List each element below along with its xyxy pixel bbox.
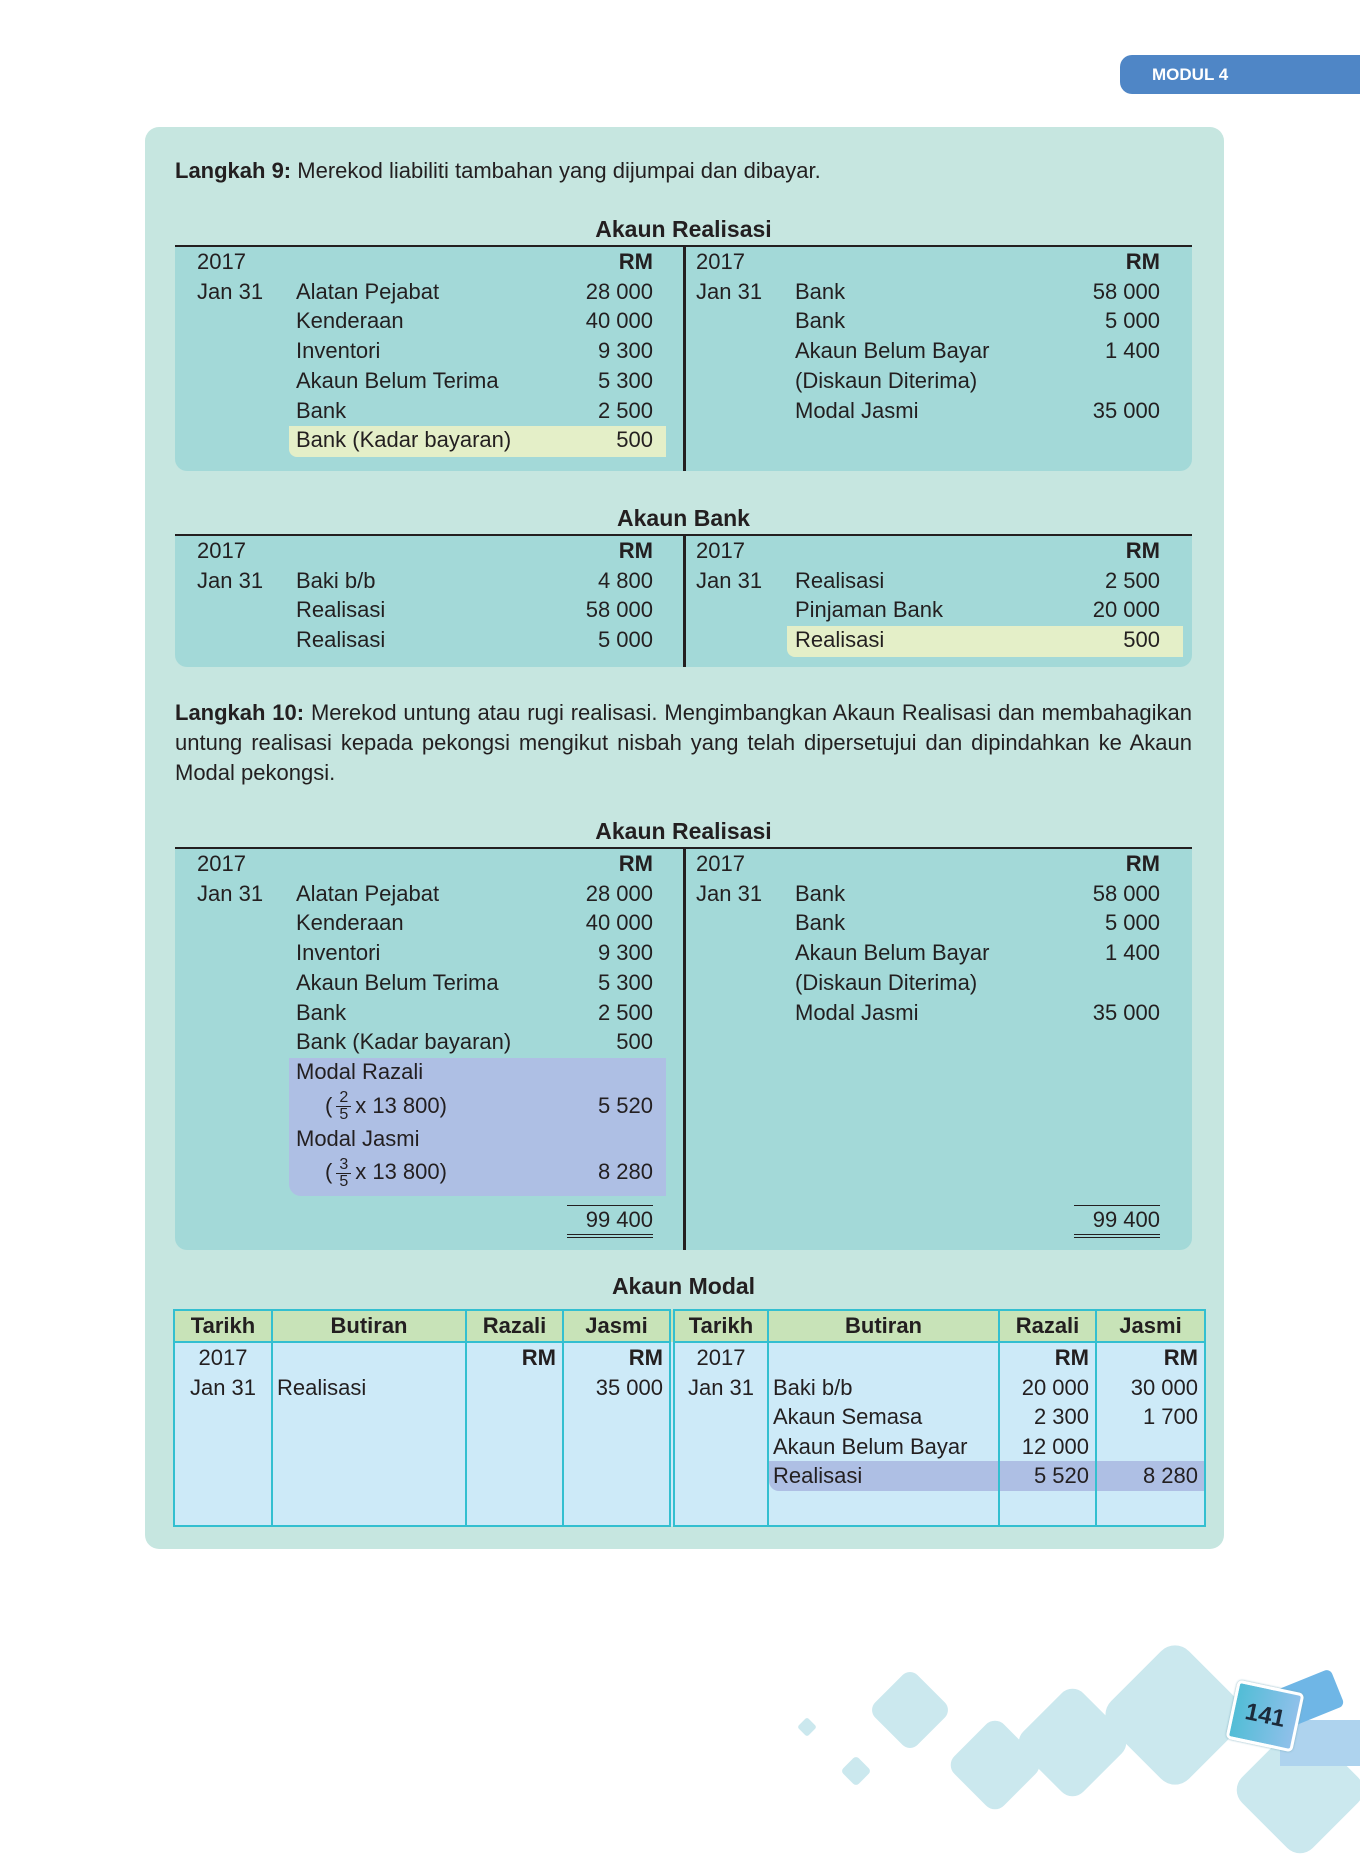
table-cell — [1097, 1432, 1204, 1462]
ledger-entry — [674, 938, 1160, 968]
column-cells — [466, 1342, 563, 1491]
table-cell: 30 000 — [1130, 1374, 1198, 1400]
module-tab: MODUL 4 — [1120, 55, 1360, 94]
table-cell: 20 000 — [1021, 1374, 1089, 1400]
entry-description: Akaun Belum Terima — [296, 969, 499, 995]
table-cell: 1 700 — [1142, 1404, 1198, 1429]
entry-description: Realisasi — [296, 597, 386, 623]
entry-description: Kenderaan — [296, 910, 404, 936]
entry-amount: RM — [618, 851, 653, 876]
entry-date: Jan 31 — [197, 278, 264, 304]
entry-amount: 4 800 — [597, 567, 653, 593]
entry-amount: 2 500 — [1104, 567, 1160, 593]
entry-amount: 35 000 — [1092, 397, 1160, 423]
table-cell: Jan 31 — [189, 1374, 257, 1400]
table-cell: RM — [628, 1345, 663, 1370]
fraction-denominator: 5 — [339, 1172, 349, 1190]
column-cells — [272, 1342, 466, 1491]
entry-date: 2017 — [696, 538, 745, 563]
table-cell — [467, 1432, 562, 1462]
ledger-entry — [175, 595, 653, 625]
entry-amount: 28 000 — [585, 880, 653, 906]
entry-date: 2017 — [197, 249, 246, 274]
column-header-jasmi: Jasmi — [563, 1310, 672, 1342]
table-cell: 12 000 — [1021, 1433, 1089, 1459]
entry-amount: 1 400 — [1104, 338, 1160, 364]
fraction-multiplier: x 13 800) — [355, 1159, 447, 1185]
entry-date: Jan 31 — [197, 567, 264, 593]
entry-amount: 9 300 — [597, 940, 653, 966]
ledger-entry — [674, 306, 1160, 336]
table-cell: Akaun Semasa — [773, 1404, 923, 1429]
entry-date: 2017 — [197, 851, 246, 876]
fraction — [336, 1157, 351, 1190]
entry-amount: 500 — [616, 1029, 653, 1055]
entry-amount: 58 000 — [1092, 880, 1160, 906]
step-10-instruction: Langkah 10: Merekod untung atau rugi realisasi. Mengimbangkan Akaun Realisasi dan membahagikan untung realisasi kepada pekongsi mengikut nisbah yang telah dipersetujui dan dipindahkan ke Akaun Modal pekongsi. — [175, 700, 1192, 785]
entry-description: Bank — [795, 308, 846, 334]
column-header-razali: Razali — [999, 1310, 1096, 1342]
entry-description: Realisasi — [296, 627, 386, 653]
entry-date: Jan 31 — [696, 880, 763, 906]
entry-description: Bank — [795, 910, 846, 936]
column-cells — [999, 1342, 1096, 1491]
ledger-entry — [175, 938, 653, 968]
column-cells — [563, 1342, 672, 1491]
ledger-entry — [175, 1057, 653, 1087]
entry-description: Modal Jasmi — [795, 999, 919, 1025]
realisasi-ledger-2 — [175, 847, 1192, 1250]
entry-date: Jan 31 — [696, 567, 763, 593]
ledger-header-row — [175, 247, 653, 277]
table-cell — [564, 1461, 669, 1491]
table-cell — [175, 1461, 271, 1491]
column-header-tarikh: Tarikh — [672, 1310, 768, 1342]
entry-amount: 40 000 — [585, 308, 653, 334]
capital-account-table — [173, 1309, 1206, 1527]
entry-description: Modal Razali — [296, 1058, 424, 1084]
fraction-numerator: 2 — [336, 1090, 351, 1107]
entry-amount: RM — [618, 249, 653, 274]
entry-date: 2017 — [696, 249, 745, 274]
ledger-entry — [674, 879, 1160, 909]
entry-amount: 58 000 — [1092, 278, 1160, 304]
fraction-denominator: 5 — [339, 1106, 349, 1124]
entry-amount: 5 300 — [597, 367, 653, 393]
entry-amount: 8 280 — [597, 1159, 653, 1185]
entry-description: Akaun Belum Terima — [296, 367, 499, 393]
table-cell: RM — [1054, 1345, 1089, 1370]
entry-amount: 58 000 — [585, 597, 653, 623]
ledger-entry — [674, 366, 1160, 396]
column-header-jasmi: Jasmi — [1096, 1310, 1205, 1342]
entry-description: Inventori — [296, 338, 381, 364]
entry-amount: 5 520 — [597, 1092, 653, 1118]
entry-amount: RM — [1125, 851, 1160, 876]
ledger-entry — [674, 396, 1160, 426]
modal-title: Akaun Modal — [611, 1273, 756, 1299]
fraction-multiplier: x 13 800) — [355, 1092, 447, 1118]
table-cell: RM — [521, 1345, 556, 1370]
fraction-expression: ( $\frac{3}{5}$ x 13 800) — [325, 1155, 447, 1190]
entry-amount: 2 500 — [597, 999, 653, 1025]
ledger-title: Akaun Bank — [617, 505, 750, 531]
entry-description: Alatan Pejabat — [296, 880, 440, 906]
table-cell: 2017 — [696, 1345, 746, 1370]
decorative-shape — [840, 1755, 871, 1786]
table-cell — [273, 1343, 465, 1373]
table-cell — [564, 1432, 669, 1462]
page-number: 141 — [1226, 1680, 1305, 1753]
entry-amount: RM — [1125, 538, 1160, 563]
entry-amount: 500 — [1123, 627, 1160, 653]
fraction-numerator: 3 — [336, 1157, 351, 1174]
ledger-entry — [674, 625, 1160, 655]
entry-description: Bank (Kadar bayaran) — [296, 427, 512, 453]
step-9-instruction: Langkah 9: Merekod liabiliti tambahan yang dijumpai dan dibayar. — [175, 158, 821, 183]
entry-description: Pinjaman Bank — [795, 597, 943, 623]
entry-amount: 20 000 — [1092, 597, 1160, 623]
table-cell — [273, 1402, 465, 1432]
ledger-entry — [175, 336, 653, 366]
table-cell: 35 000 — [595, 1374, 663, 1400]
entry-amount: 2 500 — [597, 397, 653, 423]
column-header-butiran: Butiran — [272, 1310, 466, 1342]
entry-description: Bank — [296, 999, 347, 1025]
entry-description: Inventori — [296, 940, 381, 966]
column-cells — [672, 1342, 768, 1491]
table-cell: 2 300 — [1033, 1404, 1089, 1429]
table-cell — [273, 1432, 465, 1462]
entry-description: Alatan Pejabat — [296, 278, 440, 304]
table-cell: Realisasi — [769, 1461, 998, 1491]
entry-amount: RM — [618, 538, 653, 563]
decorative-shape — [797, 1717, 817, 1737]
entry-date: 2017 — [197, 538, 246, 563]
entry-amount: 1 400 — [1104, 940, 1160, 966]
entry-amount: 5 000 — [1104, 910, 1160, 936]
ledger-entry — [674, 336, 1160, 366]
ledger-entry — [674, 566, 1160, 596]
ledger-header-row — [674, 247, 1160, 277]
entry-description: Akaun Belum Bayar — [795, 338, 990, 364]
ledger-entry — [175, 1087, 653, 1124]
entry-description: Bank — [795, 880, 846, 906]
ledger-total: 99 400 — [1074, 1205, 1160, 1238]
entry-description: Realisasi — [795, 567, 885, 593]
entry-amount: 5 000 — [1104, 308, 1160, 334]
entry-description: Baki b/b — [296, 567, 376, 593]
ledger-header-row — [674, 536, 1160, 566]
column-cells — [1096, 1342, 1205, 1491]
ledger-entry — [175, 625, 653, 655]
ledger-entry — [175, 1124, 653, 1154]
ledger-header-row — [674, 849, 1160, 879]
table-cell: Realisasi — [277, 1374, 367, 1400]
column-cells — [768, 1342, 999, 1491]
ledger-entry — [175, 908, 653, 938]
table-cell: 5 520 — [1000, 1461, 1095, 1491]
ledger-entry — [175, 1153, 653, 1190]
ledger-entry — [175, 879, 653, 909]
table-cell — [273, 1461, 465, 1491]
entry-amount: 9 300 — [597, 338, 653, 364]
table-cell — [467, 1373, 562, 1403]
ledger-title: Akaun Realisasi — [595, 216, 772, 242]
table-cell — [467, 1461, 562, 1491]
ledger-entry — [674, 908, 1160, 938]
entry-description: Akaun Belum Bayar — [795, 940, 990, 966]
table-cell: Baki b/b — [773, 1374, 853, 1400]
table-cell: Akaun Belum Bayar — [773, 1433, 968, 1459]
entry-amount: 28 000 — [585, 278, 653, 304]
ledger-header-row — [175, 849, 653, 879]
ledger-entry — [175, 998, 653, 1028]
bank-ledger — [175, 534, 1192, 667]
entry-description: Bank — [795, 278, 846, 304]
ledger-entry — [175, 1027, 653, 1057]
realisasi-ledger-1 — [175, 245, 1192, 471]
table-cell — [675, 1402, 767, 1432]
fraction — [336, 1090, 351, 1123]
ledger-total: 99 400 — [567, 1205, 653, 1238]
table-cell: RM — [1163, 1345, 1198, 1370]
decorative-shape — [868, 1668, 953, 1753]
entry-amount: 35 000 — [1092, 999, 1160, 1025]
ledger-entry — [175, 366, 653, 396]
entry-description: Bank — [296, 397, 347, 423]
table-cell — [175, 1402, 271, 1432]
ledger-entry — [175, 566, 653, 596]
table-cell — [564, 1402, 669, 1432]
ledger-entry — [674, 998, 1160, 1028]
column-header-tarikh: Tarikh — [174, 1310, 272, 1342]
ledger-entry — [674, 595, 1160, 625]
entry-description: Realisasi — [795, 627, 885, 653]
column-header-razali: Razali — [466, 1310, 563, 1342]
entry-description: Modal Jasmi — [795, 397, 919, 423]
table-cell — [675, 1461, 767, 1491]
entry-description: Modal Jasmi — [296, 1125, 420, 1151]
ledger-entry — [175, 425, 653, 455]
column-header-butiran: Butiran — [768, 1310, 999, 1342]
ledger-entry — [175, 277, 653, 307]
table-cell: Jan 31 — [687, 1374, 755, 1400]
entry-description: Bank (Kadar bayaran) — [296, 1029, 512, 1055]
ledger-entry — [175, 968, 653, 998]
table-cell — [769, 1343, 998, 1373]
entry-date: Jan 31 — [197, 880, 264, 906]
ledger-entry — [674, 277, 1160, 307]
entry-description: (Diskaun Diterima) — [795, 969, 978, 995]
table-cell: 2017 — [198, 1345, 248, 1370]
entry-amount: 5 000 — [597, 627, 653, 653]
ledger-entry — [674, 968, 1160, 998]
entry-description: Kenderaan — [296, 308, 404, 334]
entry-date: 2017 — [696, 851, 745, 876]
ledger-title: Akaun Realisasi — [595, 818, 772, 844]
fraction-expression: ( $\frac{2}{5}$ x 13 800) — [325, 1089, 447, 1124]
entry-date: Jan 31 — [696, 278, 763, 304]
entry-amount: RM — [1125, 249, 1160, 274]
ledger-entry — [175, 396, 653, 426]
entry-amount: 5 300 — [597, 969, 653, 995]
table-cell: 8 280 — [1097, 1461, 1204, 1491]
entry-amount: 40 000 — [585, 910, 653, 936]
table-cell — [467, 1402, 562, 1432]
table-cell — [675, 1432, 767, 1462]
table-cell — [175, 1432, 271, 1462]
column-cells — [174, 1342, 272, 1491]
ledger-header-row — [175, 536, 653, 566]
entry-description: (Diskaun Diterima) — [795, 367, 978, 393]
entry-amount: 500 — [616, 427, 653, 453]
ledger-entry — [175, 306, 653, 336]
